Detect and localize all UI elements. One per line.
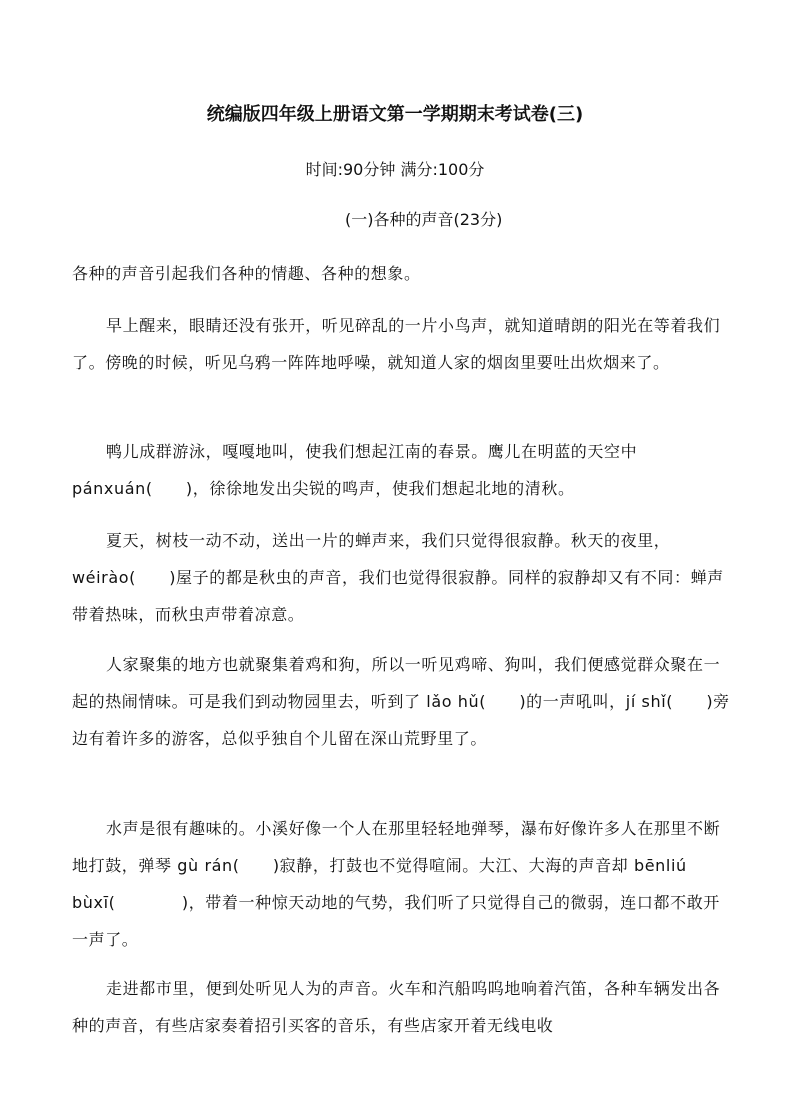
section-heading: (一)各种的声音(23分): [345, 210, 503, 229]
paragraph-intro: 各种的声音引起我们各种的情趣、各种的想象。: [72, 264, 421, 283]
paragraph-city-sounds: 走进都市里，便到处听见人为的声音。火车和汽船呜呜地响着汽笛，各种车辆发出各种的声音，有些店家奏着招引买客的音乐，有些店家开着无线电收: [72, 979, 721, 1035]
paragraph-summer-autumn: 夏天，树枝一动不动，送出一片的蝉声来，我们只觉得很寂静。秋天的夜里，wéirào( )屋子的都是秋虫的声音，我们也觉得很寂静。同样的寂静却又有不同：蝉声带着热味，而秋虫声带着凉意。: [72, 531, 724, 624]
exam-meta: 时间:90分钟 满分:100分: [305, 160, 485, 179]
paragraph-water-sounds: 水声是很有趣味的。小溪好像一个人在那里轻轻地弹琴，瀑布好像许多人在那里不断地打鼓，弹琴 gù rán( )寂静，打鼓也不觉得喧闹。大江、大海的声音却 bēnliú bùxī( )，带着一种惊天动地的气势，我们听了只觉得自己的微弱，连口都不敢开一声了。: [72, 819, 721, 949]
paragraph-ducks-eagles: 鸭儿成群游泳，嘎嘎地叫，使我们想起江南的春景。鹰儿在明蓝的天空中pánxuán( )，徐徐地发出尖锐的鸣声，使我们想起北地的清秋。: [72, 442, 638, 498]
paragraph-chickens-tiger: 人家聚集的地方也就聚集着鸡和狗，所以一听见鸡啼、狗叫，我们便感觉群众聚在一起的热闹情味。可是我们到动物园里去，听到了 lǎo hǔ( )的一声吼叫，jí shǐ( )旁边有着许多的游客，总似乎独自个儿留在深山荒野里了。: [72, 655, 730, 748]
exam-title: 统编版四年级上册语文第一学期期末考试卷(三): [206, 104, 584, 125]
paragraph-morning-evening: 早上醒来，眼睛还没有张开，听见碎乱的一片小鸟声，就知道晴朗的阳光在等着我们了。傍晚的时候，听见乌鸦一阵阵地呼噪，就知道人家的烟囱里要吐出炊烟来了。: [72, 316, 721, 372]
